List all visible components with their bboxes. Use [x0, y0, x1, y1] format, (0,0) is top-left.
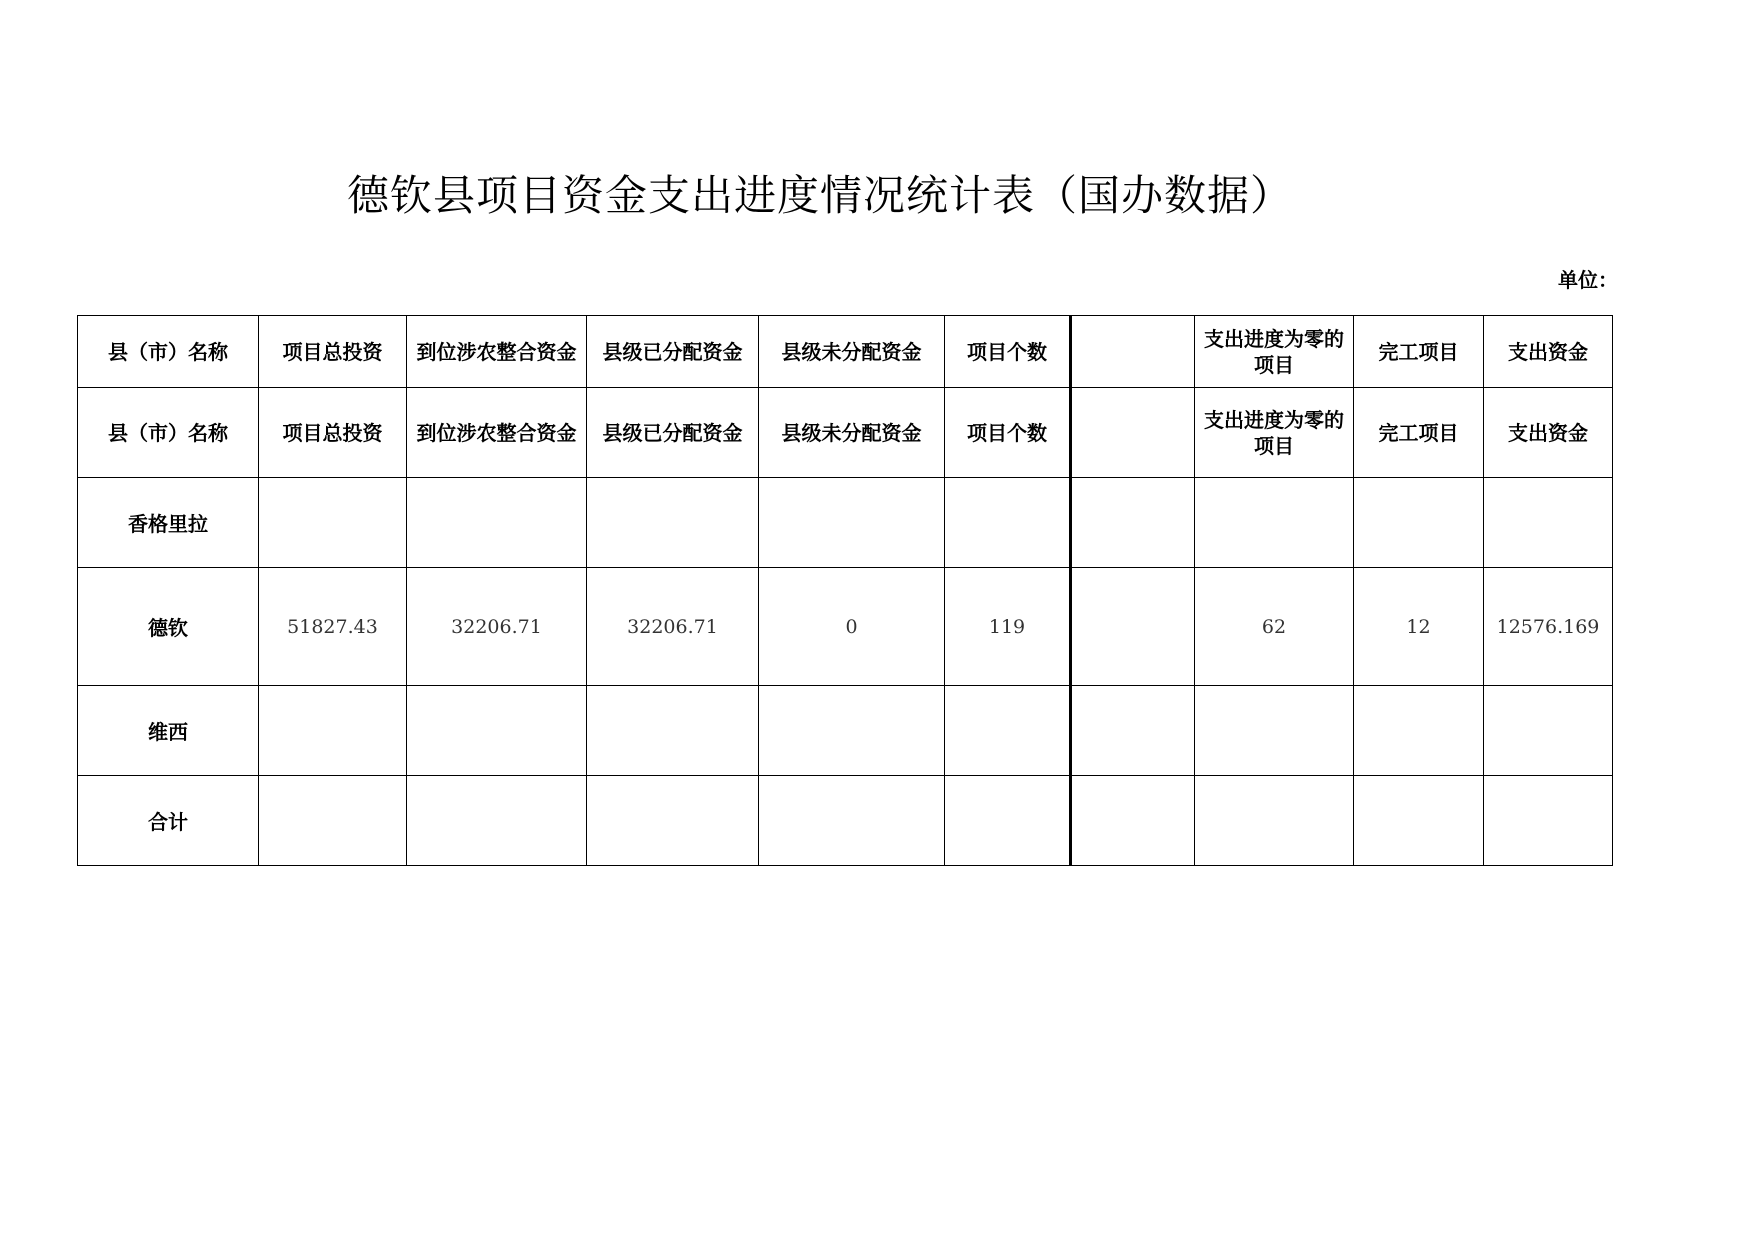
header-total-investment: 项目总投资	[259, 388, 407, 478]
statistics-table	[77, 315, 1613, 866]
table-row	[78, 568, 1613, 686]
cell-unallocated-funds	[759, 686, 945, 776]
cell-project-count	[945, 478, 1071, 568]
cell-zero-progress: 62	[1195, 568, 1354, 686]
table-row	[78, 686, 1613, 776]
row-name: 香格里拉	[78, 478, 259, 568]
header-completed: 完工项目	[1354, 316, 1484, 388]
header-completed: 完工项目	[1354, 388, 1484, 478]
cell-integrated-funds	[407, 686, 587, 776]
header-allocated-funds: 县级已分配资金	[587, 316, 759, 388]
cell-completed	[1354, 776, 1484, 866]
header-project-count: 项目个数	[945, 316, 1071, 388]
cell-unallocated-funds: 0	[759, 568, 945, 686]
cell-blank	[1071, 478, 1195, 568]
cell-allocated-funds	[587, 776, 759, 866]
header-unallocated-funds: 县级未分配资金	[759, 316, 945, 388]
page-title: 德钦县项目资金支出进度情况统计表（国办数据）	[346, 171, 1293, 220]
cell-project-count	[945, 686, 1071, 776]
cell-completed: 12	[1354, 568, 1484, 686]
header-integrated-funds: 到位涉农整合资金	[407, 388, 587, 478]
cell-blank	[1071, 686, 1195, 776]
header-total-investment: 项目总投资	[259, 316, 407, 388]
header-county-name: 县（市）名称	[78, 388, 259, 478]
cell-total-investment: 51827.43	[259, 568, 407, 686]
header-expenditure: 支出资金	[1484, 316, 1613, 388]
cell-integrated-funds	[407, 776, 587, 866]
cell-project-count: 119	[945, 568, 1071, 686]
cell-completed	[1354, 478, 1484, 568]
cell-blank	[1071, 776, 1195, 866]
cell-project-count	[945, 776, 1071, 866]
header-expenditure: 支出资金	[1484, 388, 1613, 478]
cell-total-investment	[259, 686, 407, 776]
cell-total-investment	[259, 776, 407, 866]
row-name: 维西	[78, 686, 259, 776]
cell-blank	[1071, 568, 1195, 686]
cell-allocated-funds	[587, 478, 759, 568]
header-zero-progress: 支出进度为零的项目	[1195, 388, 1354, 478]
header-row	[78, 316, 1613, 388]
header-county-name: 县（市）名称	[78, 316, 259, 388]
cell-allocated-funds: 32206.71	[587, 568, 759, 686]
table-row	[78, 478, 1613, 568]
cell-expenditure	[1484, 686, 1613, 776]
header-allocated-funds: 县级已分配资金	[587, 388, 759, 478]
header-row-repeat	[78, 388, 1613, 478]
cell-unallocated-funds	[759, 776, 945, 866]
cell-zero-progress	[1195, 686, 1354, 776]
cell-integrated-funds	[407, 478, 587, 568]
header-zero-progress: 支出进度为零的项目	[1195, 316, 1354, 388]
unit-label: 单位：	[1558, 268, 1618, 292]
cell-expenditure: 12576.169	[1484, 568, 1613, 686]
header-unallocated-funds: 县级未分配资金	[759, 388, 945, 478]
header-integrated-funds: 到位涉农整合资金	[407, 316, 587, 388]
row-name: 合计	[78, 776, 259, 866]
table-row-total	[78, 776, 1613, 866]
cell-zero-progress	[1195, 478, 1354, 568]
cell-zero-progress	[1195, 776, 1354, 866]
cell-total-investment	[259, 478, 407, 568]
cell-unallocated-funds	[759, 478, 945, 568]
cell-expenditure	[1484, 478, 1613, 568]
header-blank	[1071, 388, 1195, 478]
cell-completed	[1354, 686, 1484, 776]
cell-integrated-funds: 32206.71	[407, 568, 587, 686]
header-blank	[1071, 316, 1195, 388]
cell-expenditure	[1484, 776, 1613, 866]
header-project-count: 项目个数	[945, 388, 1071, 478]
row-name: 德钦	[78, 568, 259, 686]
cell-allocated-funds	[587, 686, 759, 776]
